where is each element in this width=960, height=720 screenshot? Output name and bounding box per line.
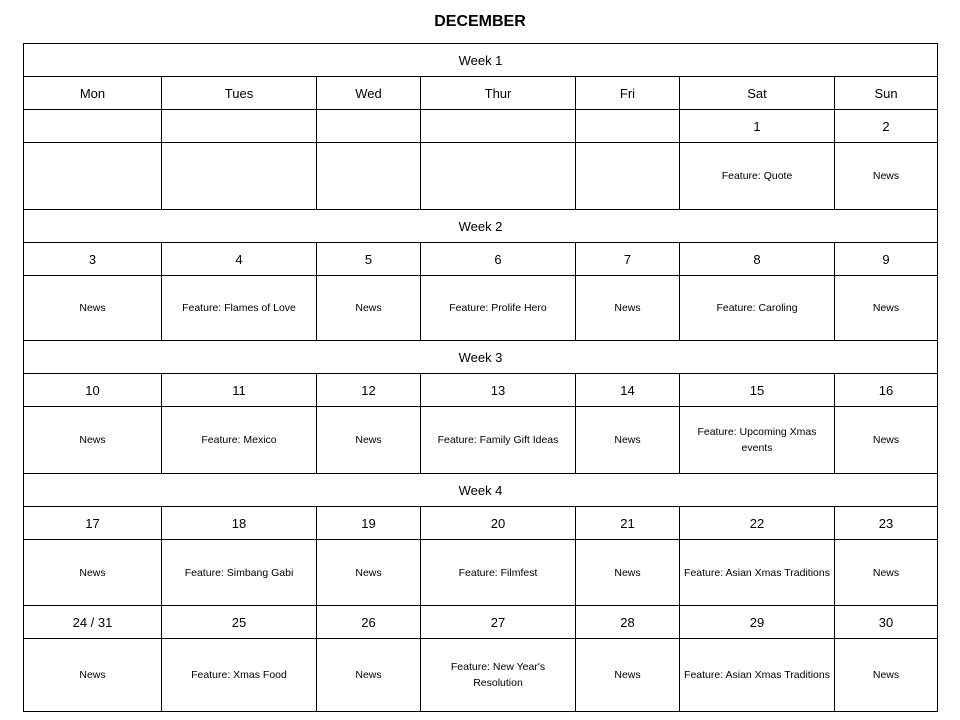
date-cell: 24 / 31 bbox=[24, 606, 162, 639]
content-cell: News bbox=[317, 276, 421, 341]
content-cell: Feature: New Year's Resolution bbox=[421, 639, 576, 712]
date-cell: 27 bbox=[421, 606, 576, 639]
day-header: Sun bbox=[835, 77, 938, 110]
content-cell: Feature: Asian Xmas Traditions bbox=[680, 540, 835, 606]
content-cell: Feature: Mexico bbox=[162, 407, 317, 474]
date-row bbox=[24, 507, 938, 540]
content-cell: News bbox=[576, 276, 680, 341]
day-header: Thur bbox=[421, 77, 576, 110]
day-header: Fri bbox=[576, 77, 680, 110]
date-cell: 28 bbox=[576, 606, 680, 639]
content-cell: Feature: Upcoming Xmas events bbox=[680, 407, 835, 474]
content-cell: News bbox=[317, 407, 421, 474]
content-cell bbox=[317, 143, 421, 210]
content-cell: Feature: Caroling bbox=[680, 276, 835, 341]
date-cell bbox=[576, 110, 680, 143]
week-label: Week 2 bbox=[24, 210, 938, 243]
date-cell: 5 bbox=[317, 243, 421, 276]
content-cell: News bbox=[24, 639, 162, 712]
day-header: Tues bbox=[162, 77, 317, 110]
date-cell: 11 bbox=[162, 374, 317, 407]
date-cell: 29 bbox=[680, 606, 835, 639]
content-cell: News bbox=[835, 276, 938, 341]
content-row bbox=[24, 407, 938, 474]
content-cell: Feature: Family Gift Ideas bbox=[421, 407, 576, 474]
date-cell: 30 bbox=[835, 606, 938, 639]
content-cell: News bbox=[24, 407, 162, 474]
date-cell: 16 bbox=[835, 374, 938, 407]
content-cell: News bbox=[317, 639, 421, 712]
page-title: DECEMBER bbox=[434, 13, 526, 30]
content-cell: Feature: Filmfest bbox=[421, 540, 576, 606]
date-cell: 12 bbox=[317, 374, 421, 407]
content-cell: Feature: Quote bbox=[680, 143, 835, 210]
content-cell: Feature: Prolife Hero bbox=[421, 276, 576, 341]
date-cell: 22 bbox=[680, 507, 835, 540]
content-cell: News bbox=[835, 639, 938, 712]
week-label-row bbox=[24, 341, 938, 374]
date-cell: 25 bbox=[162, 606, 317, 639]
date-cell: 6 bbox=[421, 243, 576, 276]
date-cell bbox=[421, 110, 576, 143]
date-cell bbox=[24, 110, 162, 143]
content-cell bbox=[421, 143, 576, 210]
date-cell bbox=[317, 110, 421, 143]
content-cell: News bbox=[576, 407, 680, 474]
date-cell: 26 bbox=[317, 606, 421, 639]
date-cell: 20 bbox=[421, 507, 576, 540]
date-cell: 15 bbox=[680, 374, 835, 407]
date-cell: 7 bbox=[576, 243, 680, 276]
date-cell: 3 bbox=[24, 243, 162, 276]
date-cell: 18 bbox=[162, 507, 317, 540]
date-cell: 8 bbox=[680, 243, 835, 276]
content-cell: News bbox=[24, 540, 162, 606]
content-cell bbox=[576, 143, 680, 210]
date-cell: 10 bbox=[24, 374, 162, 407]
content-cell: Feature: Asian Xmas Traditions bbox=[680, 639, 835, 712]
week-label: Week 4 bbox=[24, 474, 938, 507]
week-label-row bbox=[24, 44, 938, 77]
date-cell: 9 bbox=[835, 243, 938, 276]
week-label-row bbox=[24, 474, 938, 507]
date-cell: 21 bbox=[576, 507, 680, 540]
date-row bbox=[24, 243, 938, 276]
content-cell: News bbox=[835, 143, 938, 210]
content-cell: News bbox=[576, 540, 680, 606]
content-cell bbox=[24, 143, 162, 210]
day-header-row bbox=[24, 77, 938, 110]
day-header: Wed bbox=[317, 77, 421, 110]
content-cell: News bbox=[835, 540, 938, 606]
day-header: Mon bbox=[24, 77, 162, 110]
date-row bbox=[24, 606, 938, 639]
content-cell: Feature: Xmas Food bbox=[162, 639, 317, 712]
content-cell: Feature: Simbang Gabi bbox=[162, 540, 317, 606]
content-cell: News bbox=[317, 540, 421, 606]
date-cell bbox=[162, 110, 317, 143]
week-label-row bbox=[24, 210, 938, 243]
content-cell: News bbox=[576, 639, 680, 712]
date-row bbox=[24, 110, 938, 143]
content-cell: Feature: Flames of Love bbox=[162, 276, 317, 341]
content-row bbox=[24, 639, 938, 712]
date-row bbox=[24, 374, 938, 407]
date-cell: 1 bbox=[680, 110, 835, 143]
week-label: Week 1 bbox=[24, 44, 938, 77]
day-header: Sat bbox=[680, 77, 835, 110]
date-cell: 13 bbox=[421, 374, 576, 407]
content-cell bbox=[162, 143, 317, 210]
content-cell: News bbox=[24, 276, 162, 341]
date-cell: 4 bbox=[162, 243, 317, 276]
date-cell: 14 bbox=[576, 374, 680, 407]
calendar-table bbox=[23, 43, 938, 712]
content-row bbox=[24, 276, 938, 341]
content-row bbox=[24, 540, 938, 606]
date-cell: 19 bbox=[317, 507, 421, 540]
date-cell: 2 bbox=[835, 110, 938, 143]
content-cell: News bbox=[835, 407, 938, 474]
date-cell: 17 bbox=[24, 507, 162, 540]
date-cell: 23 bbox=[835, 507, 938, 540]
week-label: Week 3 bbox=[24, 341, 938, 374]
content-row bbox=[24, 143, 938, 210]
